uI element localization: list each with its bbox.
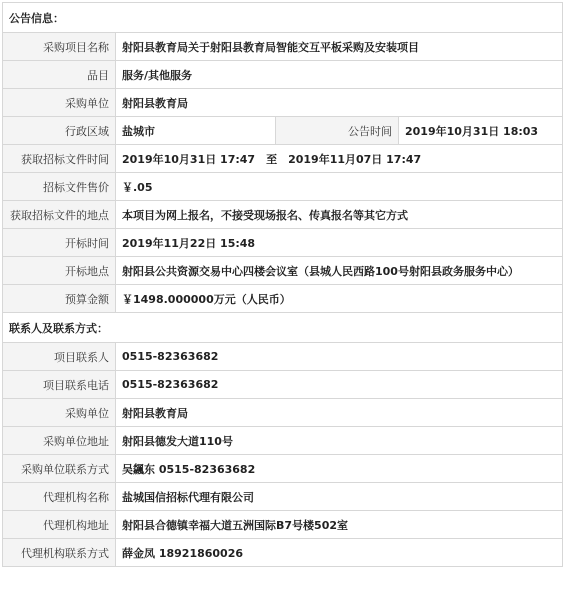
purchaser-address-value: 射阳县德发大道110号: [116, 427, 563, 455]
get-doc-place-label: 获取招标文件的地点: [3, 201, 116, 229]
agency-contact-value: 薛金凤 18921860026: [116, 539, 563, 567]
notice-panel: [2, 2, 562, 567]
get-doc-time-label: 获取招标文件时间: [3, 145, 116, 173]
purchaser-contact-label: 采购单位联系方式: [3, 455, 116, 483]
contact-purchaser-label: 采购单位: [3, 399, 116, 427]
agency-address-value: 射阳县合德镇幸福大道五洲国际B7号楼502室: [116, 511, 563, 539]
project-contact-label: 项目联系人: [3, 343, 116, 371]
get-doc-place-value: 本项目为网上报名，不接受现场报名、传真报名等其它方式: [116, 201, 563, 229]
purchaser-contact-value: 吴飊东 0515-82363682: [116, 455, 563, 483]
purchaser-value: 射阳县教育局: [116, 89, 563, 117]
open-time-value: 2019年11月22日 15:48: [116, 229, 563, 257]
announce-time-value: 2019年10月31日 18:03: [399, 117, 563, 145]
notice-section-title: 公告信息：: [3, 3, 563, 33]
agency-contact-label: 代理机构联系方式: [3, 539, 116, 567]
doc-price-label: 招标文件售价: [3, 173, 116, 201]
agency-name-value: 盐城国信招标代理有限公司: [116, 483, 563, 511]
get-doc-time-value: 2019年10月31日 17:47 至 2019年11月07日 17:47: [116, 145, 563, 173]
open-place-value: 射阳县公共资源交易中心四楼会议室（县城人民西路100号射阳县政务服务中心）: [116, 257, 563, 285]
open-time-label: 开标时间: [3, 229, 116, 257]
contact-section-title: 联系人及联系方式：: [3, 313, 563, 343]
project-phone-value: 0515-82363682: [116, 371, 563, 399]
category-value: 服务/其他服务: [116, 61, 563, 89]
notice-table: [2, 2, 563, 567]
budget-label: 预算金额: [3, 285, 116, 313]
project-contact-value: 0515-82363682: [116, 343, 563, 371]
agency-name-label: 代理机构名称: [3, 483, 116, 511]
contact-purchaser-value: 射阳县教育局: [116, 399, 563, 427]
project-phone-label: 项目联系电话: [3, 371, 116, 399]
project-name-value: 射阳县教育局关于射阳县教育局智能交互平板采购及安装项目: [116, 33, 563, 61]
purchaser-address-label: 采购单位地址: [3, 427, 116, 455]
announce-time-label: 公告时间: [276, 117, 399, 145]
region-value: 盐城市: [116, 117, 276, 145]
region-label: 行政区域: [3, 117, 116, 145]
category-label: 品目: [3, 61, 116, 89]
budget-value: ￥1498.000000万元（人民币）: [116, 285, 563, 313]
agency-address-label: 代理机构地址: [3, 511, 116, 539]
doc-price-value: ￥.05: [116, 173, 563, 201]
purchaser-label: 采购单位: [3, 89, 116, 117]
open-place-label: 开标地点: [3, 257, 116, 285]
project-name-label: 采购项目名称: [3, 33, 116, 61]
